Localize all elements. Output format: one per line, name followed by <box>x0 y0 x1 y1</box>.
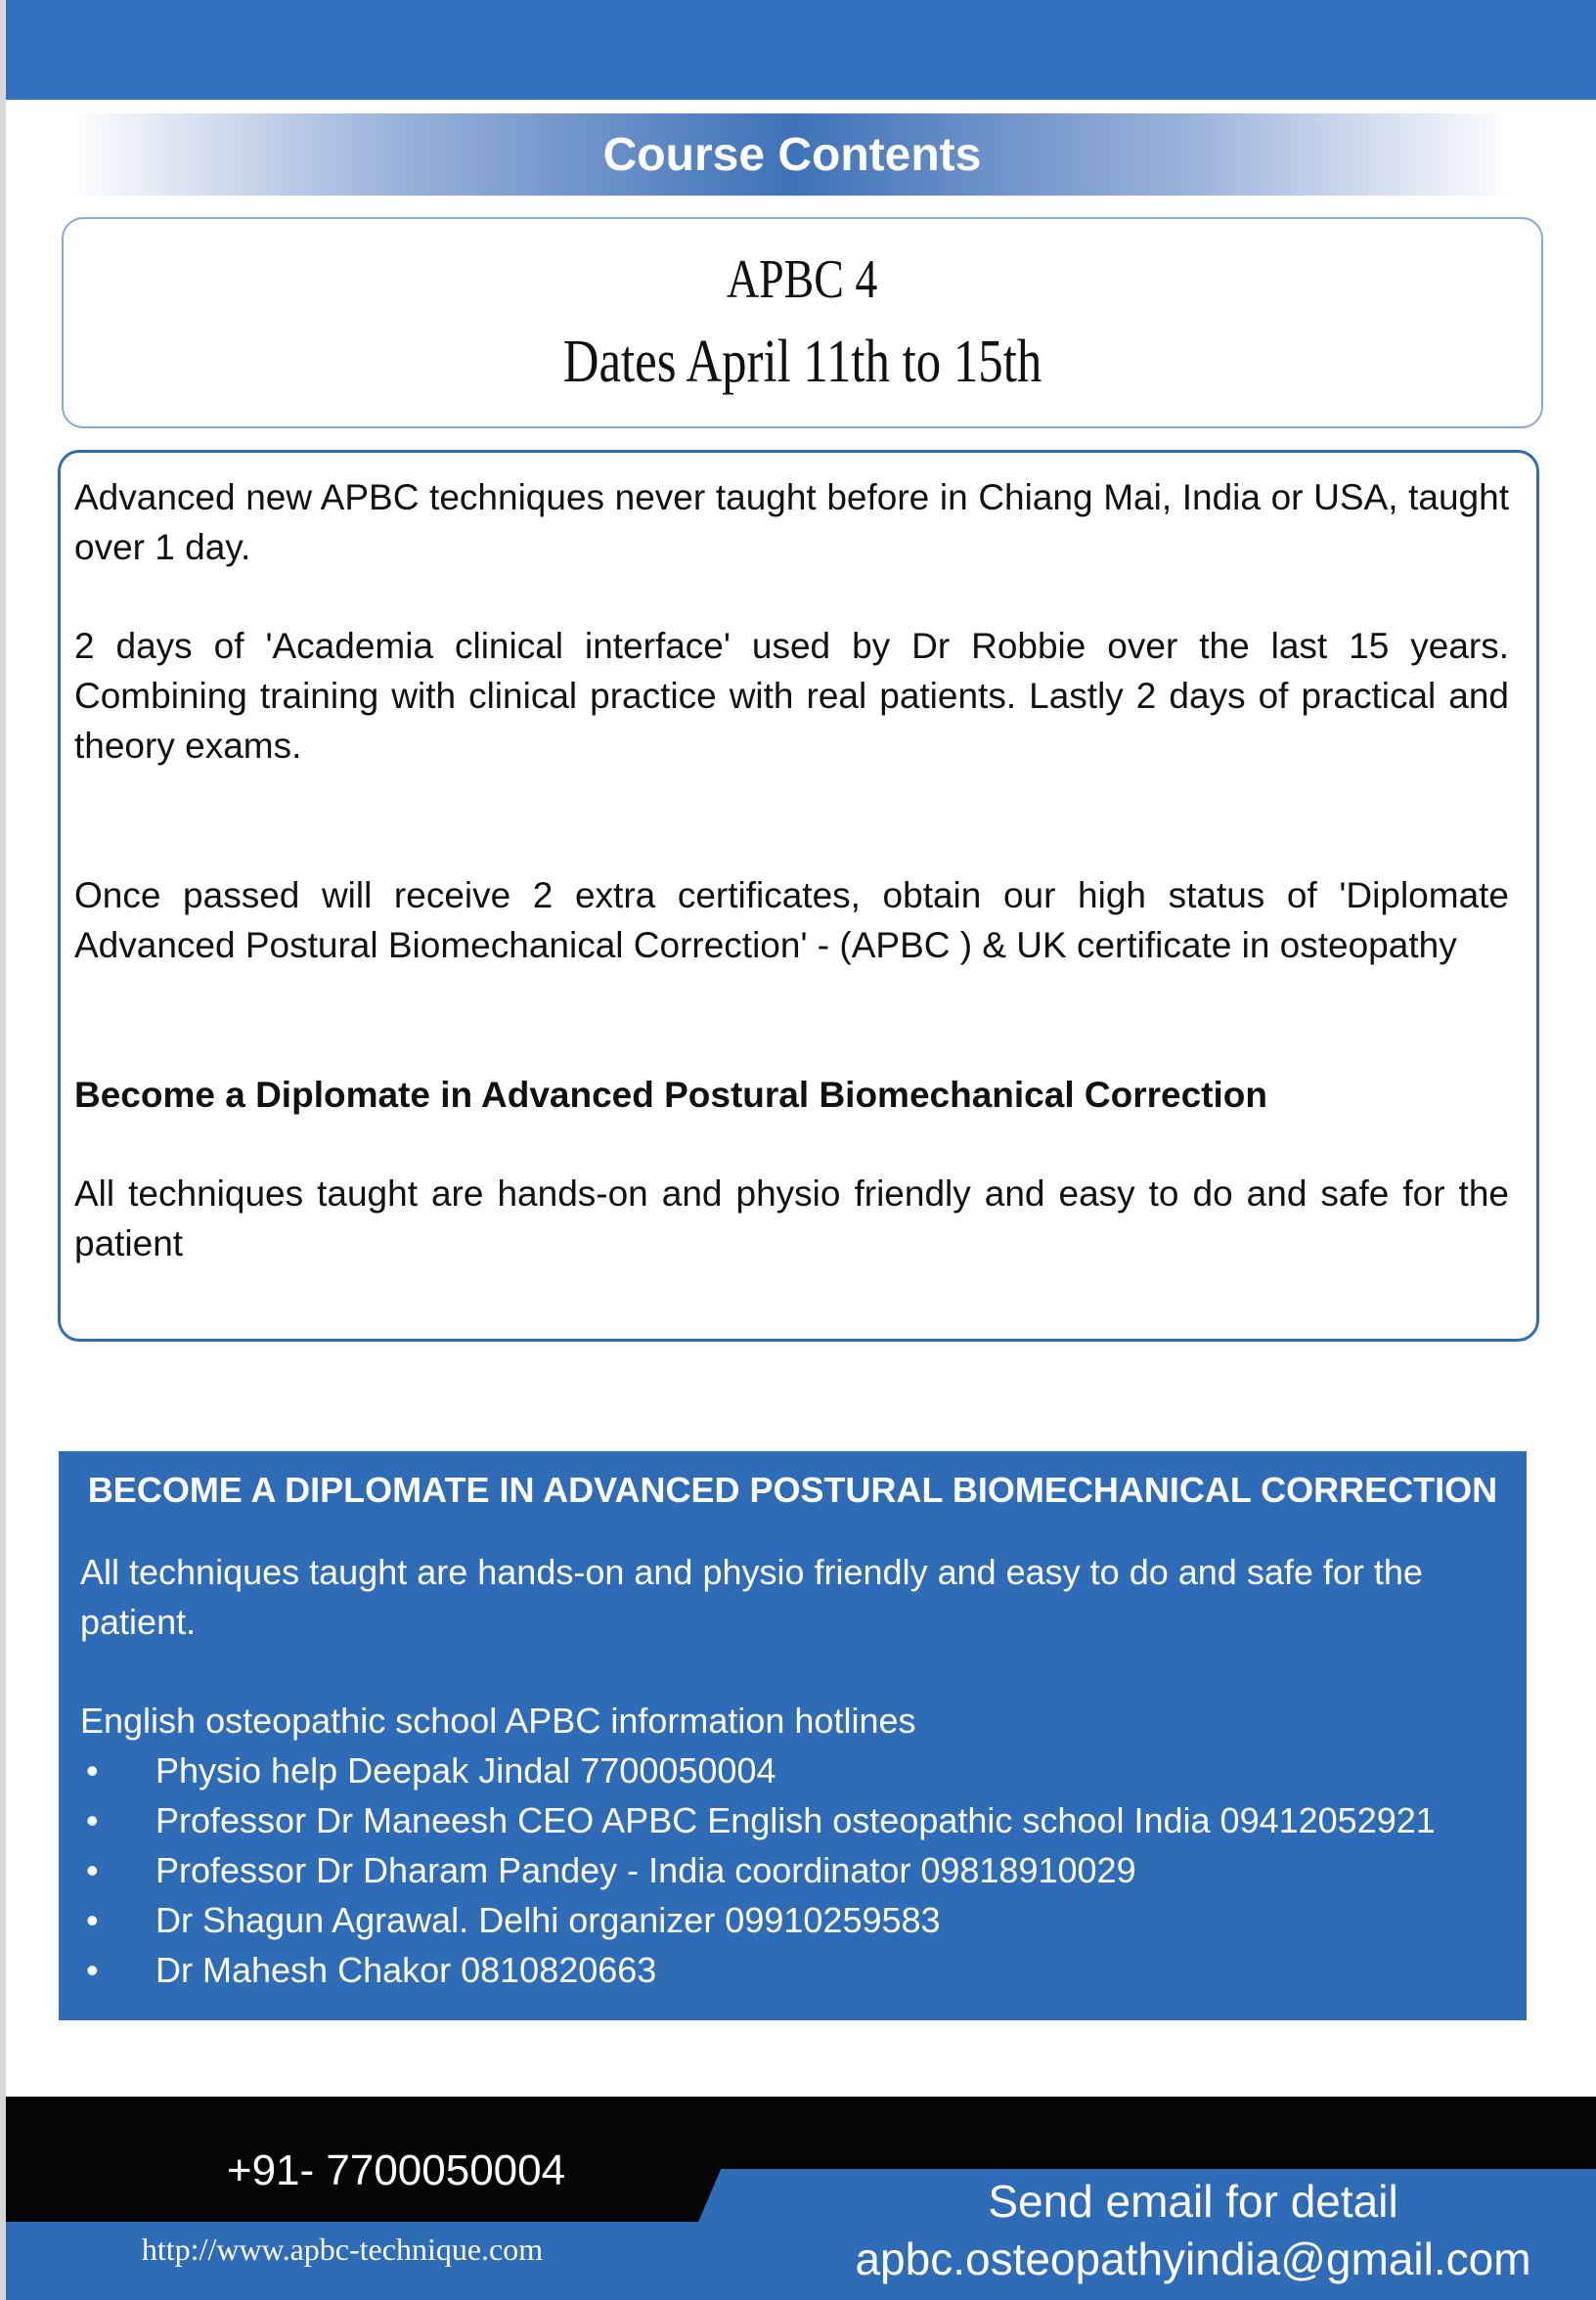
footer-website-link[interactable]: http://www.apbc-technique.com <box>141 2232 544 2267</box>
info-box-intro: All techniques taught are hands-on and physio friendly and easy to do and safe for the patient. <box>80 1552 1423 1642</box>
hotline-item: • Dr Mahesh Chakor 0810820663 <box>80 1945 1505 1995</box>
footer-email-link[interactable]: apbc.osteopathyindia@gmail.com <box>855 2234 1531 2284</box>
page-left-edge <box>0 0 6 2300</box>
course-description-box <box>58 450 1539 1342</box>
description-paragraph-1: Advanced new APBC techniques never taught before in Chiang Mai, India or USA, taught over 1 day. <box>74 477 1509 567</box>
top-header-band <box>6 0 1596 100</box>
footer-phone[interactable]: +91- 7700050004 <box>226 2146 566 2194</box>
description-paragraph-2: 2 days of 'Academia clinical interface' used by Dr Robbie over the last 15 years. Combining training with clinical practice with real patients. Lastly 2 days of practical and theory exams. <box>74 626 1509 766</box>
hotlines-title: English osteopathic school APBC information hotlines <box>80 1701 916 1741</box>
hotline-item: • Professor Dr Maneesh CEO APBC English osteopathic school India 09412052921 <box>80 1795 1505 1845</box>
description-paragraph-4: All techniques taught are hands-on and physio friendly and easy to do and safe for the patient <box>74 1173 1509 1263</box>
hotline-item: • Dr Shagun Agrawal. Delhi organizer 09910259583 <box>80 1895 1505 1945</box>
hotline-info-box <box>59 1451 1527 2020</box>
course-name: APBC 4 <box>727 249 878 310</box>
info-box-heading: BECOME A DIPLOMATE IN ADVANCED POSTURAL BIOMECHANICAL CORRECTION <box>87 1470 1498 1510</box>
footer-email-label: Send email for detail <box>988 2176 1398 2227</box>
course-date-box <box>62 217 1543 428</box>
hotline-list <box>80 1746 1505 1995</box>
hotline-item: • Physio help Deepak Jindal 7700050004 <box>80 1746 1505 1795</box>
diplomate-heading: Become a Diplomate in Advanced Postural Biomechanical Correction <box>74 1075 1267 1115</box>
section-title: Course Contents <box>602 128 982 181</box>
section-title-bar <box>68 113 1516 196</box>
description-paragraph-3: Once passed will receive 2 extra certificates, obtain our high status of 'Diplomate Advanced Postural Biomechanical Correction' - (APBC ) & UK certificate in osteopathy <box>74 875 1509 965</box>
hotline-item: • Professor Dr Dharam Pandey - India coordinator 09818910029 <box>80 1845 1505 1895</box>
course-dates: Dates April 11th to 15th <box>562 329 1042 395</box>
